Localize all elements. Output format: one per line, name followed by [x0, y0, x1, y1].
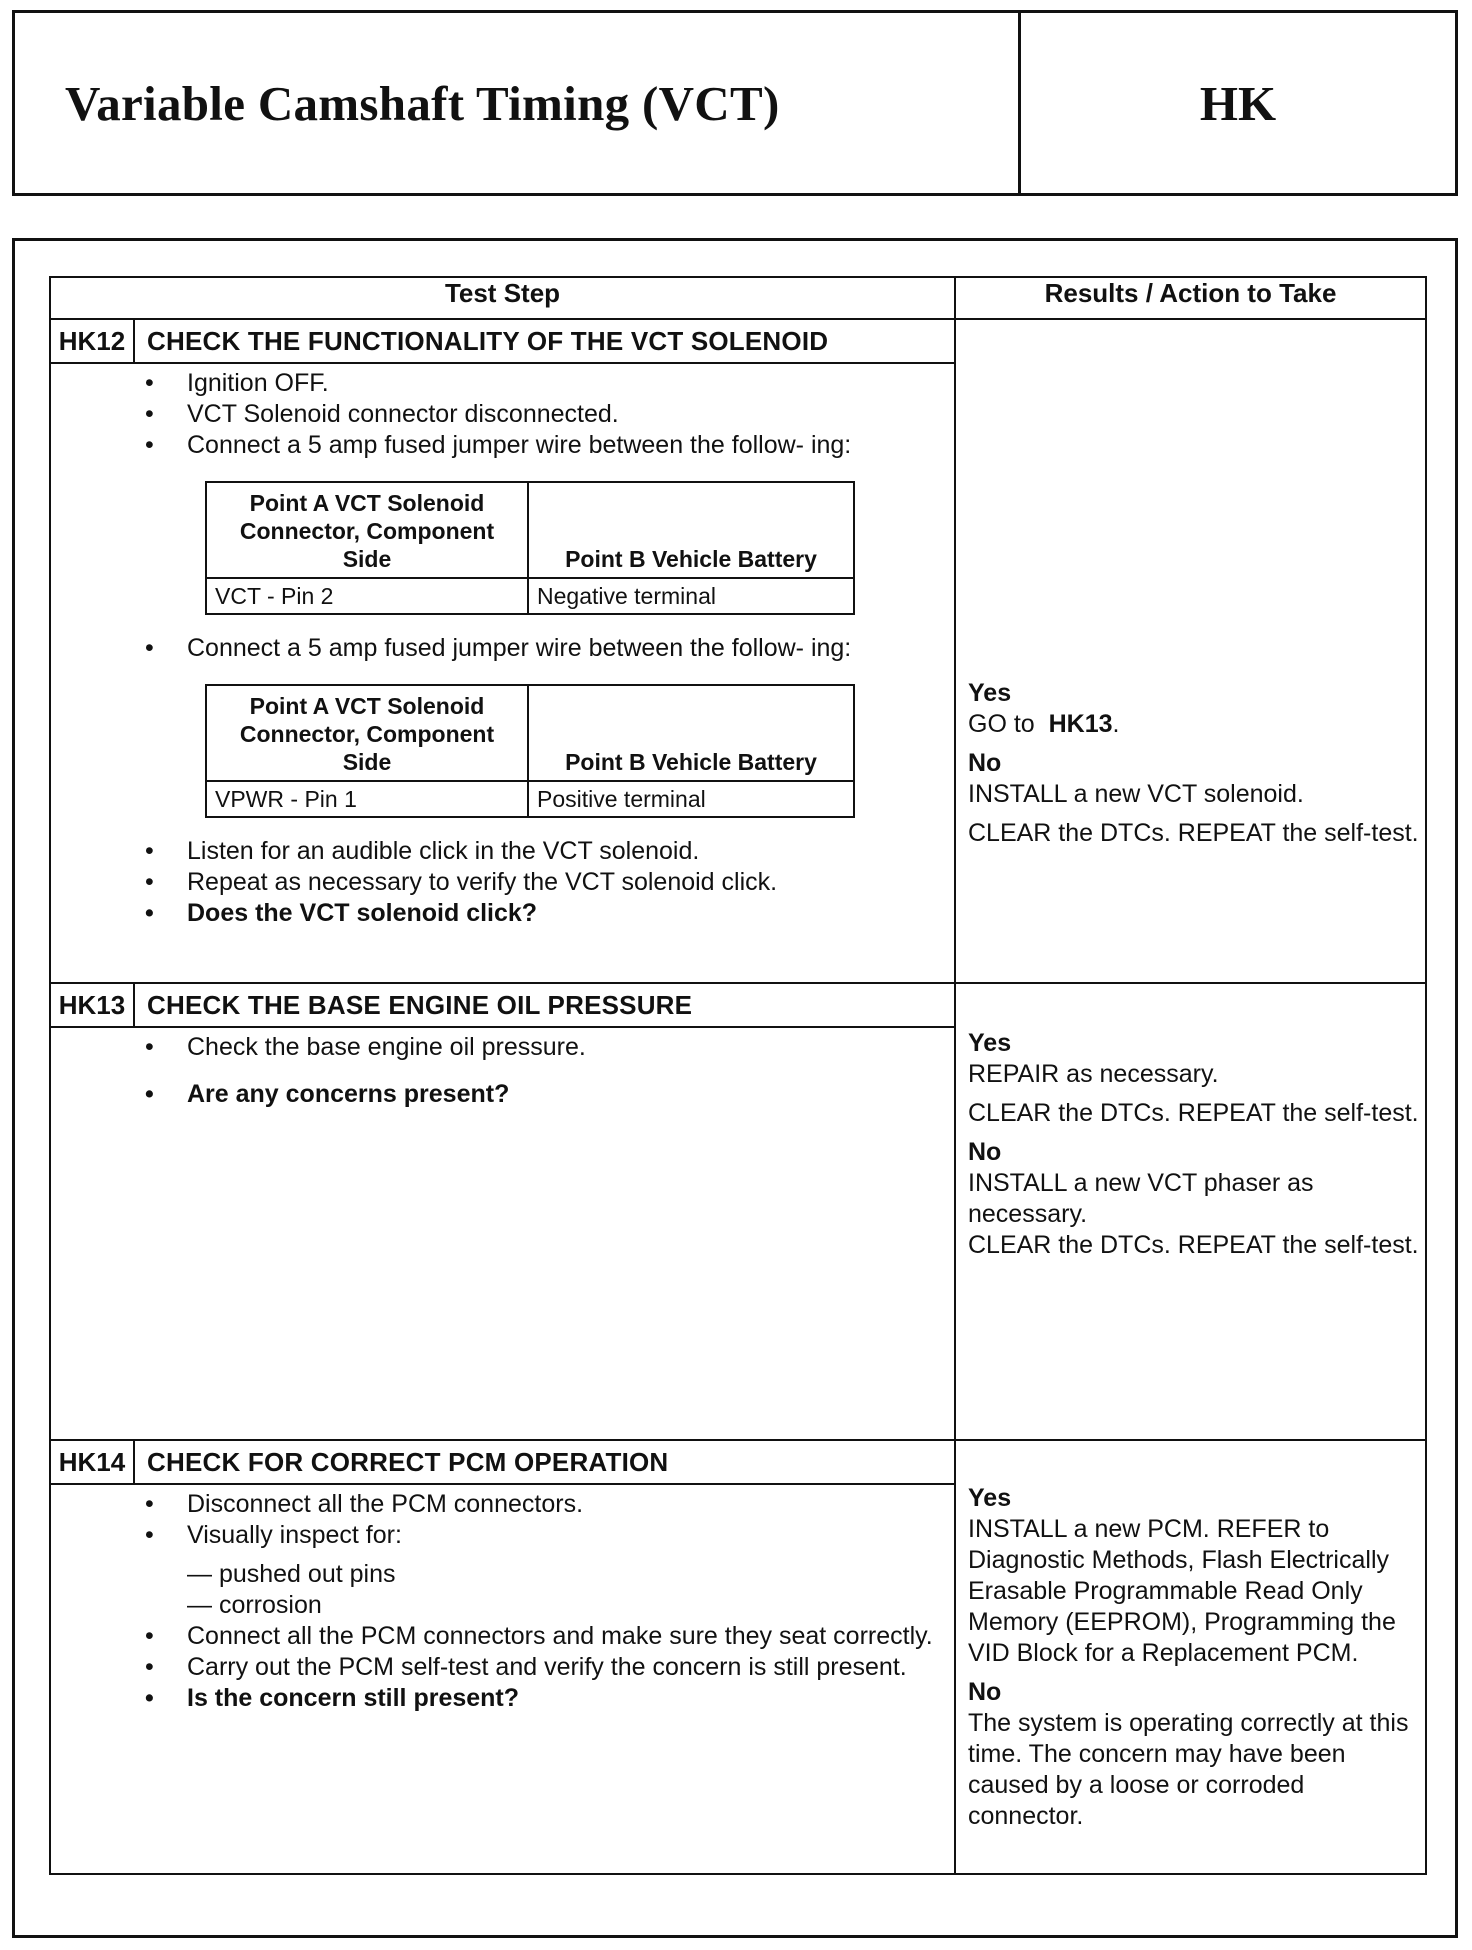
point-b-header: Point B Vehicle Battery — [528, 482, 854, 578]
point-a-header: Point A VCT Solenoid Connector, Component Side — [206, 685, 528, 781]
no-label: No — [968, 1138, 1002, 1166]
yes-action: CLEAR the DTCs. REPEAT the self-test. — [968, 1099, 1419, 1127]
step-row-hk14 — [50, 1440, 1426, 1874]
no-label: No — [968, 749, 1002, 777]
point-b-value: Positive terminal — [528, 781, 854, 817]
step-cell-hk14 — [50, 1440, 955, 1874]
question-item: • Are any concerns present? — [145, 1079, 934, 1110]
test-step-header: Test Step — [50, 277, 955, 319]
point-a-header: Point A VCT Solenoid Connector, Component Side — [206, 482, 528, 578]
yes-label: Yes — [968, 1484, 1012, 1512]
step-id: HK12 — [51, 320, 135, 362]
point-a-value: VCT - Pin 2 — [206, 578, 528, 614]
step-row-hk12 — [50, 319, 1426, 983]
bullet-item: • Disconnect all the PCM connectors. — [145, 1489, 934, 1520]
step-body — [51, 1485, 954, 1720]
section-code: HK — [1199, 75, 1277, 131]
diagnostic-frame — [12, 238, 1458, 1938]
step-name: CHECK FOR CORRECT PCM OPERATION — [147, 1446, 669, 1477]
step-cell-hk13 — [50, 983, 955, 1440]
bullet-item: • Check the base engine oil pressure. — [145, 1032, 934, 1063]
step-cell-hk12 — [50, 319, 955, 983]
step-id: HK13 — [51, 984, 135, 1026]
step-id: HK14 — [51, 1441, 135, 1483]
results-header: Results / Action to Take — [955, 277, 1426, 319]
bullet-item: • Connect a 5 amp fused jumper wire between the follow- ing: — [145, 633, 934, 664]
goto-step-link[interactable]: HK13 — [1048, 710, 1113, 738]
question-item: • Does the VCT solenoid click? — [145, 898, 934, 929]
result-cell-hk14 — [955, 1440, 1426, 1874]
sub-item: — corrosion — [187, 1591, 322, 1619]
step-body — [51, 1028, 954, 1116]
result-cell-hk12 — [955, 319, 1426, 983]
jumper-table-1 — [205, 481, 855, 615]
pinpoint-test-table — [49, 276, 1427, 1875]
step-title-bar — [51, 1441, 954, 1485]
no-action: INSTALL a new VCT phaser as necessary. — [968, 1169, 1314, 1228]
result-cell-hk13 — [955, 983, 1426, 1440]
no-action: CLEAR the DTCs. REPEAT the self-test. — [968, 1231, 1419, 1259]
question-item: • Is the concern still present? — [145, 1683, 934, 1714]
bullet-item: • Connect all the PCM connectors and make sure they seat correctly. — [145, 1621, 934, 1652]
step-row-hk13 — [50, 983, 1426, 1440]
point-a-value: VPWR - Pin 1 — [206, 781, 528, 817]
yes-action: GO to — [968, 710, 1035, 738]
yes-action: INSTALL a new PCM. REFER to Diagnostic Methods, Flash Electrically Erasable Programmable Read Only Memory (EEPROM), Programming the VID Block for a Replacement PCM. — [968, 1515, 1396, 1667]
step-name: CHECK THE BASE ENGINE OIL PRESSURE — [147, 989, 693, 1020]
step-title-bar — [51, 984, 954, 1028]
bullet-item: • Repeat as necessary to verify the VCT solenoid click. — [145, 867, 934, 898]
bullet-item: • Ignition OFF. — [145, 368, 934, 399]
step-body — [51, 364, 954, 935]
yes-period: . — [1112, 710, 1120, 738]
bullet-item: • Connect a 5 amp fused jumper wire between the follow- ing: — [145, 430, 934, 461]
no-label: No — [968, 1678, 1002, 1706]
bullet-item: • Carry out the PCM self-test and verify the concern is still present. — [145, 1652, 934, 1683]
sub-item: — pushed out pins — [187, 1560, 396, 1588]
jumper-table-2 — [205, 684, 855, 818]
yes-label: Yes — [968, 1029, 1012, 1057]
no-action: The system is operating correctly at this time. The concern may have been caused by a loose or corroded connector. — [968, 1709, 1409, 1830]
no-action: INSTALL a new VCT solenoid. — [968, 780, 1304, 808]
yes-label: Yes — [968, 679, 1012, 707]
page-title: Variable Camshaft Timing (VCT) — [15, 13, 1021, 193]
yes-action: REPAIR as necessary. — [968, 1060, 1219, 1088]
bullet-item: • VCT Solenoid connector disconnected. — [145, 399, 934, 430]
point-b-header: Point B Vehicle Battery — [528, 685, 854, 781]
page-header — [12, 10, 1458, 196]
bullet-item: • Listen for an audible click in the VCT solenoid. — [145, 836, 934, 867]
no-action: CLEAR the DTCs. REPEAT the self-test. — [968, 819, 1419, 847]
bullet-item: • Visually inspect for: — [145, 1520, 934, 1551]
step-title-bar — [51, 320, 954, 364]
point-b-value: Negative terminal — [528, 578, 854, 614]
step-name: CHECK THE FUNCTIONALITY OF THE VCT SOLENOID — [147, 325, 829, 356]
